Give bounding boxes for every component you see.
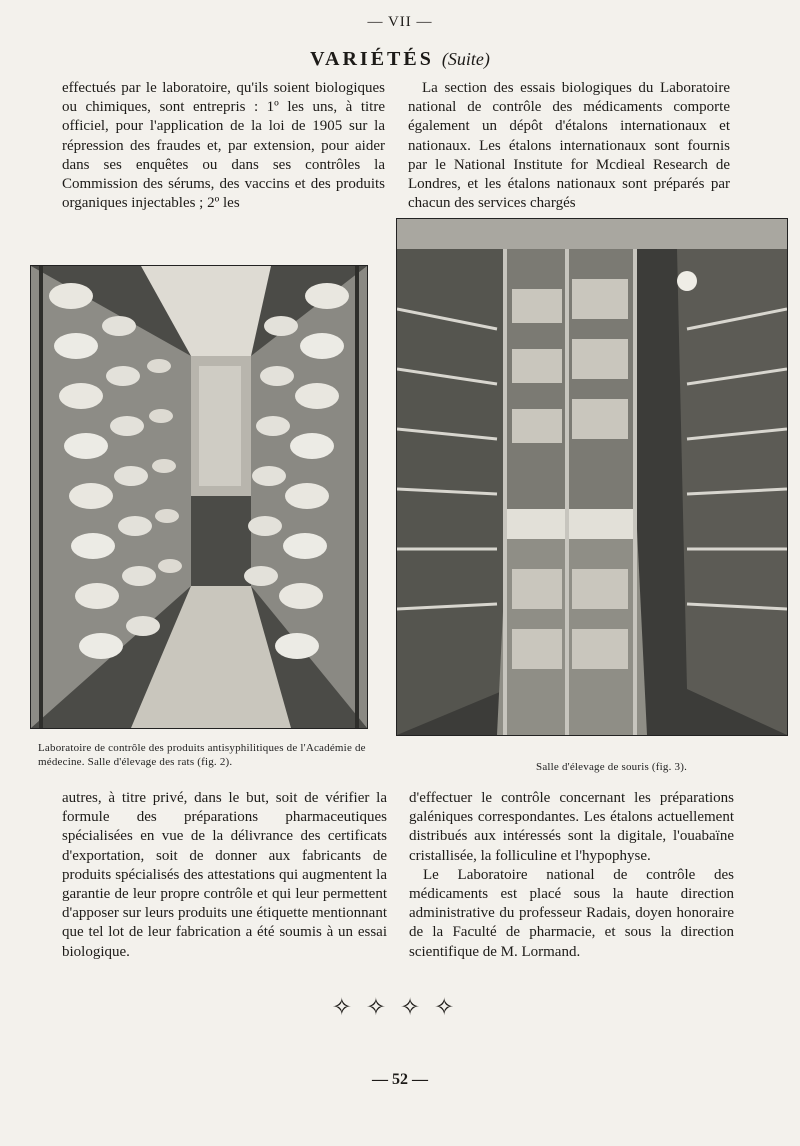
paragraph: effectués par le laboratoire, qu'ils soient biologiques ou chimiques, sont entrepris : 1º les uns, à titre officiel, pour l'application de la loi de 1905 sur la répression des fraudes et, par extension, pour aider dans ses enquêtes ou dans ses contrôles la Commission des sérums, des vaccins et des produits organiques injectables ; 2º les: [62, 80, 385, 212]
paragraph: La section des essais biologiques du Laboratoire national de contrôle des médicaments comporte également un dépôt d'étalons internationaux et nationaux. Les étalons internationaux sont fournis par le National Institute for Mcdieal Research de Londres, et les étalons nationaux sont préparés par chacun des services chargés: [408, 80, 730, 212]
photo-rat-room: [30, 265, 368, 729]
paragraph: autres, à titre privé, dans le but, soit de vérifier la formule des préparations pharmaceutiques spécialisées en vue de la délivrance des certificats d'exportation, soit de donner aux fabricants de produits spécialisés des attestations qui augmentent la garantie de leur propre contrôle et qui leur permettent d'apposer sur leurs produits une étiquette mentionnant que tel lot de leur fabrication a été soumis à un essai biologique.: [62, 790, 387, 960]
section-title-sub: (Suite): [441, 49, 490, 69]
left-column-top: [62, 79, 385, 213]
roman-page-header: — VII —: [367, 14, 433, 30]
right-column-top: [408, 79, 730, 213]
figure-caption-right: Salle d'élevage de souris (fig. 3).: [536, 761, 688, 773]
paragraph: d'effectuer le contrôle concernant les préparations galéniques correspondantes. Les étalons actuellement distribués aux intéressés sont la digitale, l'ouabaïne cristallisée, la folliculine et l'hypophyse.: [409, 790, 734, 864]
ornament-divider-icon: ✧✧✧✧: [331, 995, 469, 1021]
right-column-bottom: [409, 789, 734, 962]
figure-caption-left: Laboratoire de contrôle des produits antisyphilitiques de l'Académie de médecine. Salle d'élevage des rats (fig. 2).: [38, 742, 366, 768]
section-title-main: VARIÉTÉS: [310, 48, 434, 70]
page-number: — 52 —: [372, 1071, 428, 1088]
photo-mouse-room: [396, 218, 788, 736]
paragraph: Le Laboratoire national de contrôle des médicaments est placé sous la haute direction administrative du professeur Radais, doyen honoraire de la Faculté de pharmacie, et sous la direction scientifique de M. Lormand.: [409, 866, 734, 960]
left-column-bottom: [62, 789, 387, 962]
section-title: [0, 48, 800, 71]
